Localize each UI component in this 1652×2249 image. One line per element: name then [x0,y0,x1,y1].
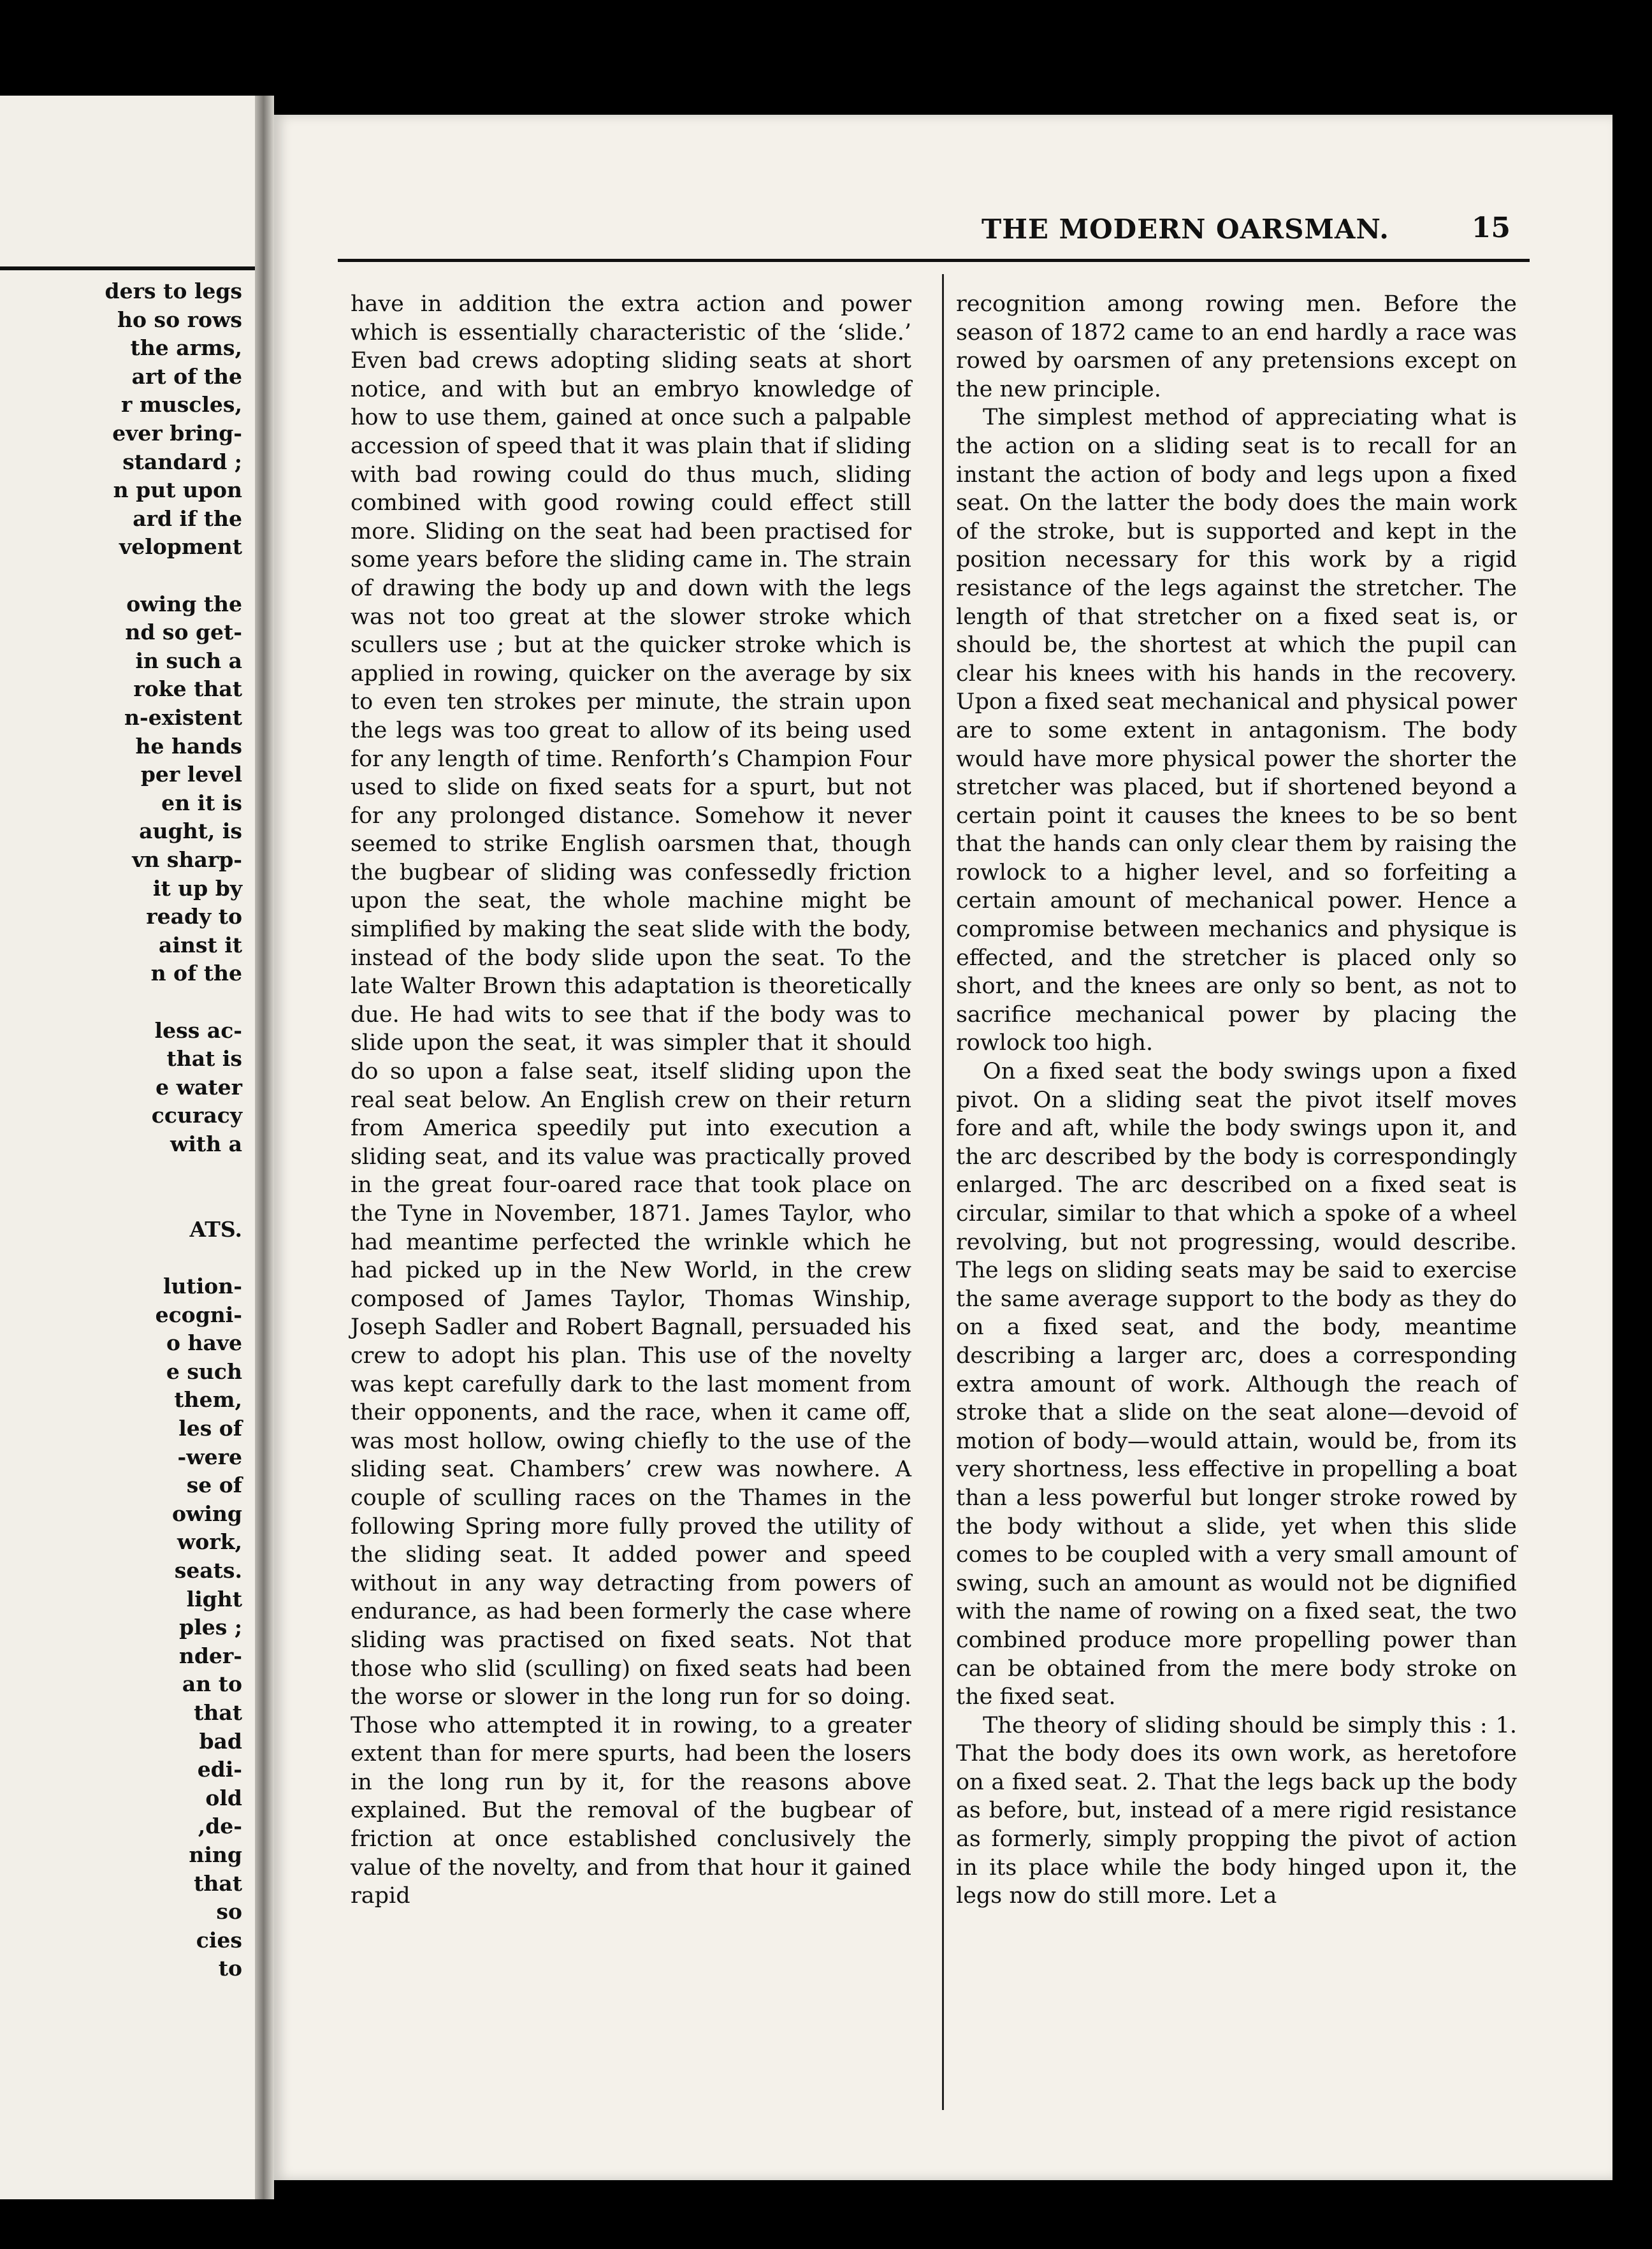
facing-page-fragment: velopment [119,534,242,560]
book-gutter [255,96,274,2199]
column-divider [942,274,944,2110]
facing-page-fragment: ready to [146,904,242,929]
facing-page-fragment: ccuracy [151,1103,242,1128]
facing-page-fragment: in such a [135,648,242,673]
facing-page-fragment: ,de- [198,1814,242,1839]
facing-page-fragment: that [194,1870,242,1896]
facing-page-fragment: aught, is [139,819,242,844]
facing-page-fragment: n put upon [113,477,242,503]
paragraph: The simplest method of appreciating what is the action on a sliding seat is to recall for an instant the action of body and legs upon a fixed seat. On the latter the body does the main work of the stroke, but is supported and kept in the position necessary for this work by a rigid resistance of the legs against the stretcher. The length of that stretcher on a fixed seat is, or should be, the shortest at which the pupil can clear his knees with his hands in the recovery. Upon a fixed seat mechanical and physical power are to some extent in antagonism. The body would have more physical power the shorter the stretcher was placed, but if shortened beyond a certain point it causes the knees to be so bent that the hands can only clear them by raising the rowlock to a higher level, and so forfeiting a certain amount of mechanical power. Hence a compromise between mechanics and physique is effected, and the stretcher is placed only so short, and the knees are only so bent, as not to sacrifice mechanical power by placing the rowlock too high. [956,405,1517,1056]
facing-page-fragment: work, [177,1529,242,1555]
facing-page-fragment: owing [171,1501,242,1526]
facing-page-fragment: nder- [178,1643,242,1668]
facing-page-fragment: ATS. [189,1216,242,1242]
running-head: THE MODERN OARSMAN. [982,214,1389,245]
facing-page-fragment: les of [178,1416,242,1441]
facing-page-fragment: n of the [150,961,242,986]
facing-page-fragment: ever bring- [112,421,242,446]
facing-page-fragment: vn sharp- [132,847,242,872]
facing-page-fragment: en it is [161,790,242,815]
facing-page-fragment: old [205,1785,242,1810]
facing-page-fragment: he hands [135,733,242,759]
facing-page-fragment: the arms, [130,335,242,361]
facing-page-fragment: nd so get- [125,620,242,645]
facing-page-fragment: e such [166,1358,242,1384]
facing-page-fragment: ders to legs [105,279,242,303]
facing-page-fragment: r muscles, [120,392,242,418]
text-column-left [351,290,911,1911]
facing-page-fragment: to [218,1956,242,1981]
facing-page-fragment: o have [166,1330,242,1356]
facing-page-fragment: n-existent [124,705,242,730]
facing-page-edge [0,96,261,2199]
facing-page-fragment: ho so rows [117,307,242,332]
facing-page-fragment: bad [199,1728,242,1754]
facing-page-fragment: them, [174,1387,242,1413]
paragraph: The theory of sliding should be simply this : 1. That the body does its own work, as heretofore on a fixed seat. 2. That the legs back up the body as before, but, instead of a mere rigid resistance as formerly, simply propping the pivot of action in its place while the body hinged upon it, the legs now do still more. Let a [956,1712,1517,1909]
facing-page-fragment: standard ; [122,449,242,474]
facing-page-fragment: with a [170,1132,242,1156]
paragraph: have in addition the extra action and power which is essentially characteristic of the ‘slide.’ Even bad crews adopting sliding seats at short notice, and with but an embryo knowledge of how to use them, gained at once such a palpable accession of speed that it was plain that if sliding with bad rowing could do thus much, sliding combined with good rowing could effect still more. Sliding on the seat had been practised for some years before the sliding came in. The strain of drawing the body up and down with the legs was not too great at the slower stroke which scullers use ; but at the quicker stroke which is applied in rowing, quicker on the average by six to even ten strokes per minute, the strain upon the legs was too great to allow of its being used for any length of time. Renforth’s Champion Four used to slide on fixed seats for a spurt, but not for any prolonged distance. Somehow it never seemed to strike English oarsmen that, though the bugbear of sliding was confessedly friction upon the seat, the whole machine might be simplified by making the seat slide with the body, instead of the body slide upon the seat. To the late Walter Brown this adaptation is theoretically due. He had wits to see that if the body was to slide upon the seat, it was simpler that it should do so upon a false seat, itself sliding upon the real seat below. An English crew on their return from America speedily put into execution a sliding seat, and its value was practically proved in the great four-oared race that took place on the Tyne in November, 1871. James Taylor, who had meantime perfected the wrinkle which he had picked up in the New World, in the crew composed of James Taylor, Thomas Winship, Joseph Sadler and Robert Bagnall, persuaded his crew to adopt his plan. This use of the novelty was kept carefully dark to the last moment from their opponents, and the race, when it came off, was most hollow, owing chiefly to the use of the sliding seat. Chambers’ crew was nowhere. A couple of sculling races on the Thames in the following Spring more fully proved the utility of the sliding seat. It added power and speed without in any way detracting from powers of endurance, as had been formerly the case where sliding was practised on fixed seats. Not that those who slid (sculling) on fixed seats had been the worse or slower in the long run for so doing. Those who attempted it in rowing, to a greater extent than for mere spurts, had been the losers in the long run by it, for the reasons above explained. But the removal of the bugbear of friction at once established conclusively the value of the novelty, and from that hour it gained rapid [351,291,911,1909]
facing-page-fragment: that [194,1700,242,1725]
facing-page-fragment: ples ; [179,1615,242,1640]
facing-page-fragment: light [186,1586,242,1612]
facing-page-fragment: ainst it [158,932,242,957]
facing-page-fragment: so [216,1899,242,1925]
facing-page-fragment: art of the [131,363,242,389]
paragraph: recognition among rowing men. Before the season of 1872 came to an end hardly a race was rowed by oarsmen of any pretensions except on the new principle. [956,291,1517,402]
facing-page-fragment: lution- [163,1274,242,1299]
facing-page-fragment: owing the [126,591,242,616]
facing-page-fragment: an to [182,1671,242,1697]
facing-page-fragment: ning [189,1842,242,1867]
facing-page-rule [0,266,261,270]
paragraph: On a fixed seat the body swings upon a fixed pivot. On a sliding seat the pivot itself moves fore and aft, while the body swings upon it, and the arc described by the body is correspondingly enlarged. The arc described on a fixed seat is circular, similar to that which a spoke of a wheel revolving, but not progressing, would describe. The legs on sliding seats may be said to exercise the same average support to the body as they do on a fixed seat, and the body, meantime describing a larger arc, does a corresponding extra amount of work. Although the reach of stroke that a slide on the seat alone—devoid of motion of body—would attain, would be, from its very shortness, less effective in propelling a boat than a less powerful but longer stroke rowed by the body without a slide, yet when this slide comes to be coupled with a very small amount of swing, such an amount as would not be dignified with the name of rowing on a fixed seat, the two combined produce more propelling power than can be obtained from the mere body stroke on the fixed seat. [956,1059,1517,1710]
facing-page-fragment: less ac- [154,1017,242,1043]
facing-page-fragment: it up by [152,875,242,901]
text-column-right [956,290,1517,1911]
facing-page-fragment: per level [140,762,242,787]
facing-page-fragment: se of [186,1473,242,1498]
facing-page-fragment: ard if the [133,506,242,531]
facing-page-fragment: ecogni- [155,1302,242,1327]
facing-page-fragment: edi- [197,1757,242,1782]
page-number: 15 [1471,212,1511,244]
facing-page-fragment: -were [177,1444,242,1469]
book-page [274,115,1612,2180]
facing-page-fragment: seats. [174,1558,242,1583]
facing-page-fragment: that is [166,1046,242,1072]
header-rule [338,259,1530,262]
facing-page-fragment: cies [196,1927,242,1953]
facing-page-fragment: e water [156,1074,242,1100]
facing-page-fragment: roke that [133,676,242,702]
